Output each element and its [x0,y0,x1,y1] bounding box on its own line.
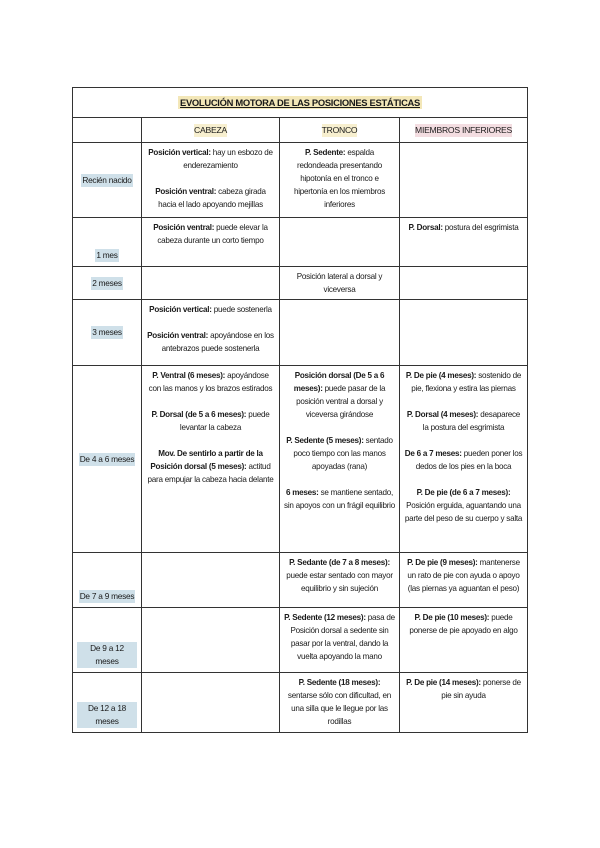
age-label: De 7 a 9 meses [79,591,135,601]
entry-text: puede estar sentado con mayor equilibrio y sin sujeción [286,571,393,593]
cell-entry [146,369,275,395]
column-header-limbs: MIEMBROS INFERIORES [415,124,512,135]
entry-text: mantenerse un rato de pie con ayuda o apoyo (las piernas ya aguantan el peso) [407,558,520,593]
header-limbs-cell [400,118,528,143]
entry-text: Posición erguida, aguantando una parte del peso de su cuerpo y salta [404,501,523,523]
age-cell [73,673,142,733]
trunk-cell [280,673,400,733]
cell-entry [284,611,395,663]
entry-label: Posición ventral: [153,223,215,232]
limbs-cell [400,300,528,366]
age-cell [73,553,142,608]
entry-text: se mantiene sentado, sin apoyos con un frágil equilibrio [284,488,395,510]
entry-text: pueden poner los dedos de los pies en la boca [415,449,523,471]
limbs-cell [400,218,528,267]
entry-label: Mov. De sentirlo a partir de la Posición dorsal (5 meses): [150,449,263,471]
entry-text: espalda redondeada presentando hipotonía en el tronco e hipertonía en los miembros inferiores [293,148,386,209]
head-cell [142,553,280,608]
trunk-cell [280,553,400,608]
head-cell [142,267,280,300]
entry-text: desaparece la postura del esgrimista [422,410,521,432]
cell-entry [284,486,395,512]
header-empty-cell [73,118,142,143]
cell-entry [284,676,395,728]
entry-label: P. De pie (9 meses): [407,558,478,567]
cell-entry [284,369,395,421]
cell-entry [146,329,275,355]
cell-entry [146,146,275,172]
entry-label: P. Sedente (5 meses): [286,436,364,445]
cell-entry [146,408,275,434]
entry-text: sostenido de pie, flexiona y estira las piernas [411,371,522,393]
cell-entry [404,676,523,702]
limbs-cell [400,553,528,608]
head-cell [142,143,280,218]
cell-entry [284,270,395,296]
limbs-cell [400,608,528,673]
header-trunk-cell [280,118,400,143]
age-label: De 12 a 18 meses [77,702,137,728]
cell-entry [284,556,395,595]
page-title: EVOLUCIÓN MOTORA DE LAS POSICIONES ESTÁTICAS [180,96,420,108]
limbs-cell [400,366,528,553]
table-row [73,143,528,218]
entry-label: P. De pie (14 meses): [406,678,481,687]
entry-label: De 6 a 7 meses: [404,449,462,458]
entry-text: cabeza girada hacia el lado apoyando mejillas [158,187,266,209]
cell-entry [146,303,275,316]
head-cell [142,673,280,733]
trunk-cell [280,143,400,218]
age-label: 3 meses [92,327,122,337]
entry-text: sentarse sólo con dificultad, en una silla que le llegue por las rodillas [287,691,392,726]
table-row [73,300,528,366]
entry-label: Posición ventral: [147,331,209,340]
cell-entry [284,146,395,211]
table-row [73,608,528,673]
entry-label: Posición ventral: [155,187,217,196]
cell-entry [404,556,523,595]
cell-entry [146,185,275,211]
head-cell [142,300,280,366]
entry-label: 6 meses: [285,488,319,497]
limbs-cell [400,143,528,218]
age-label: De 4 a 6 meses [79,453,135,464]
entry-text: sentado poco tiempo con las manos apoyadas (rana) [293,436,393,471]
entry-label: P. De pie (4 meses): [405,371,477,380]
column-header-trunk: TRONCO [321,124,358,135]
entry-label: P. De pie (de 6 a 7 meses): [416,488,511,497]
entry-label: P. Sedente (18 meses): [298,678,381,687]
age-label: 1 mes [96,250,118,260]
limbs-cell [400,267,528,300]
table-row [73,366,528,553]
entry-label: P. De pie (10 meses): [414,613,490,622]
table-row [73,267,528,300]
age-label: Recién nacido [82,174,132,185]
limbs-cell [400,673,528,733]
cell-entry [146,447,275,486]
cell-entry [146,221,275,247]
entry-label: P. Dorsal: [408,223,443,232]
title-cell [73,88,528,118]
trunk-cell [280,366,400,553]
entry-text: puede levantar la cabeza [179,410,270,432]
cell-entry [284,434,395,473]
age-cell [73,300,142,366]
head-cell [142,608,280,673]
age-cell [73,608,142,673]
header-row [73,118,528,143]
cell-entry [404,447,523,473]
table-row [73,553,528,608]
table-row [73,218,528,267]
header-head-cell [142,118,280,143]
entry-text: puede sostenerla [211,305,272,314]
entry-label: Posición vertical: [149,305,212,314]
entry-text: ponerse de pie sin ayuda [441,678,521,700]
trunk-cell [280,218,400,267]
entry-text: puede ponerse de pie apoyado en algo [409,613,518,635]
entry-label: P. Sedente: [305,148,346,157]
entry-label: P. Sedente (12 meses): [284,613,366,622]
age-cell [73,267,142,300]
age-label: De 9 a 12 meses [77,642,137,668]
trunk-cell [280,300,400,366]
age-label: 2 meses [92,277,122,288]
entry-label: P. Dorsal (4 meses): [406,410,479,419]
entry-text: apoyándose en los antebrazos puede sostenerla [161,331,274,353]
motor-evolution-table [72,87,528,733]
age-cell [73,366,142,553]
age-cell [73,143,142,218]
entry-text: hay un esbozo de enderezamiento [183,148,273,170]
cell-entry [404,408,523,434]
entry-text: apoyándose con las manos y los brazos estirados [148,371,273,393]
column-header-head: CABEZA [194,124,227,135]
head-cell [142,218,280,267]
cell-entry [404,369,523,395]
table-row [73,673,528,733]
entry-label: P. Sedante (de 7 a 8 meses): [289,558,390,567]
entry-label: Posición vertical: [148,148,211,157]
entry-text: pasa de Posición dorsal a sedente sin pasar por la ventral, dando la vuelta apoyando la mano [290,613,395,661]
entry-text: puede elevar la cabeza durante un corto tiempo [157,223,268,245]
cell-entry [404,611,523,637]
head-cell [142,366,280,553]
entry-label: P. Dorsal (de 5 a 6 meses): [151,410,247,419]
trunk-cell [280,267,400,300]
cell-entry [404,221,523,234]
entry-label: Posición dorsal (De 5 a 6 meses): [293,371,385,393]
cell-entry [404,486,523,525]
entry-text: actitud para empujar la cabeza hacia delante [147,462,274,484]
trunk-cell [280,608,400,673]
age-cell [73,218,142,267]
entry-label: P. Ventral (6 meses): [152,371,226,380]
entry-text: postura del esgrimista [442,223,519,232]
entry-text: Posición lateral a dorsal y viceversa [296,272,383,294]
entry-text: puede pasar de la posición ventral a dorsal y viceversa girándose [296,384,386,419]
